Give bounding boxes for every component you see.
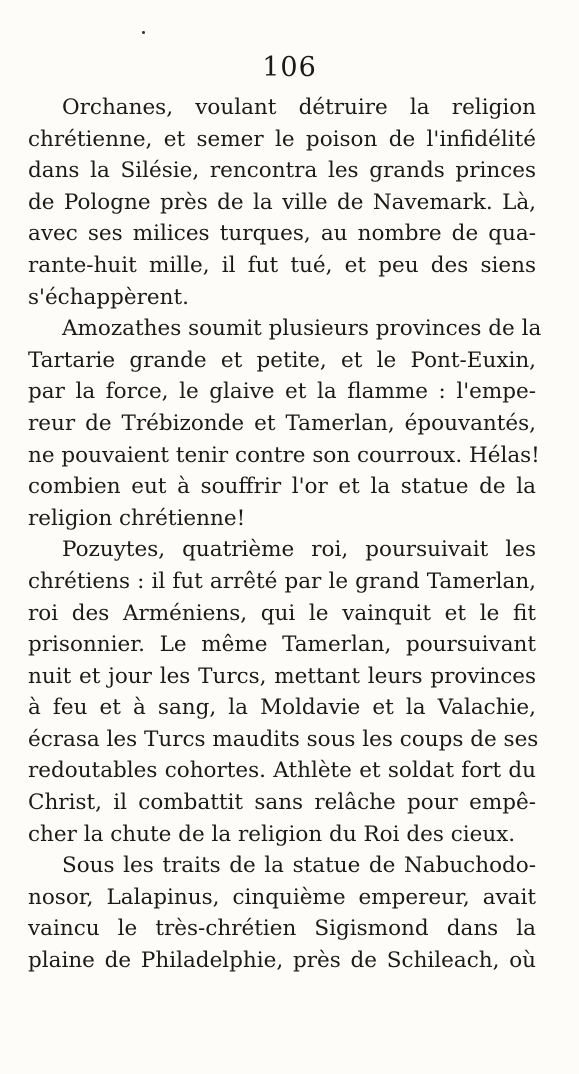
text-line: à feu et à sang, la Moldavie et la Valachie, <box>28 695 536 721</box>
text-line: nosor, Lalapinus, cinquième empereur, avait <box>28 884 536 910</box>
text-line: rante-huit mille, il fut tué, et peu des siens <box>28 252 536 278</box>
ink-speck <box>142 31 145 34</box>
text-line: Orchanes, voulant détruire la religion <box>62 95 536 120</box>
text-line: s'échappèrent. <box>28 284 189 310</box>
page-number: 106 <box>262 52 317 83</box>
text-line: combien eut à souffrir l'or et la statue de la <box>28 474 536 500</box>
text-line: prisonnier. Le même Tamerlan, poursuivant <box>28 632 536 658</box>
text-line: Amozathes soumit plusieurs provinces de la <box>62 316 542 342</box>
paragraph-amozathes <box>28 313 542 534</box>
text-line: Pozuytes, quatrième roi, poursuivait les <box>62 537 536 563</box>
text-line: vaincu le très-chrétien Sigismond dans la <box>28 916 536 942</box>
text-line: nuit et jour les Turcs, mettant leurs provinces <box>28 663 536 689</box>
text-line: par la force, le glaive et la flamme : l'empe- <box>28 379 536 405</box>
text-line: roi des Arméniens, qui le vainquit et le fit <box>28 600 536 626</box>
text-line: chrétienne, et semer le poison de l'infidélité <box>28 126 536 152</box>
text-line: de Pologne près de la ville de Navemark. Là, <box>28 189 536 215</box>
paragraph-lalapinus <box>28 850 536 976</box>
text-line: avec ses milices turques, au nombre de qua- <box>28 221 536 247</box>
text-line: écrasa les Turcs maudits sous les coups de ses <box>28 726 539 752</box>
text-line: reur de Trébizonde et Tamerlan, épouvantés, <box>28 410 536 436</box>
text-line: ne pouvaient tenir contre son courroux. Hélas! <box>28 442 540 468</box>
paragraph-orchanes <box>28 92 536 313</box>
text-line: cher la chute de la religion du Roi des cieux. <box>28 821 516 847</box>
text-line: dans la Silésie, rencontra les grands princes <box>28 158 536 184</box>
text-line: religion chrétienne! <box>28 505 246 531</box>
text-line: Tartarie grande et petite, et le Pont-Euxin, <box>28 347 536 373</box>
paragraph-pozuytes <box>28 534 539 850</box>
text-line: Christ, il combattit sans relâche pour empê- <box>28 790 536 816</box>
body-text <box>28 92 542 977</box>
text-line: Sous les traits de la statue de Nabuchodo- <box>62 853 536 879</box>
text-line: chrétiens : il fut arrêté par le grand Tamerlan, <box>28 568 536 594</box>
text-line: plaine de Philadelphie, près de Schileach, où <box>28 948 536 974</box>
text-line: redoutables cohortes. Athlète et soldat fort du <box>28 758 536 784</box>
